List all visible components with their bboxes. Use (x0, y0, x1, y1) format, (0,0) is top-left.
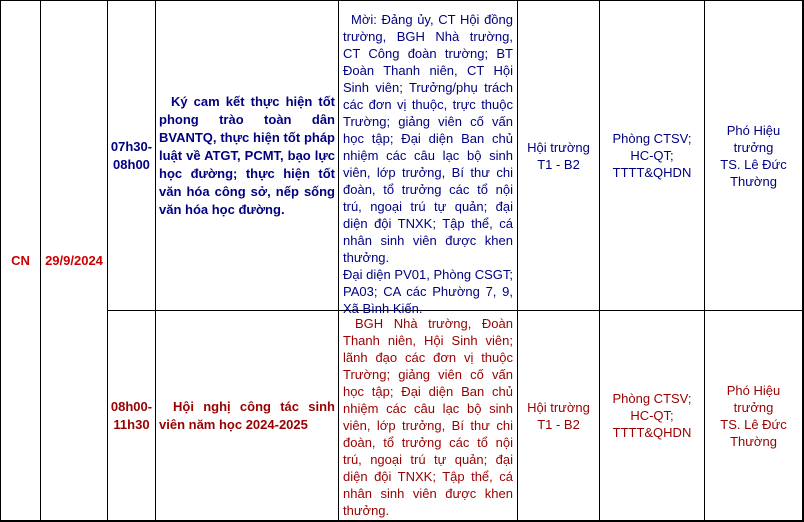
time-cell-2 (108, 311, 156, 521)
title-cell-1 (156, 1, 339, 311)
chair-cell-1 (705, 1, 803, 311)
date-label: 29/9/2024 (45, 253, 103, 268)
chair-2: Phó Hiệu trưởng TS. Lê Đức Thường (720, 382, 787, 449)
chair-1: Phó Hiệu trưởng TS. Lê Đức Thường (720, 122, 787, 189)
prep-1: Phòng CTSV; HC-QT; TTTT&QHDN (612, 131, 692, 180)
invitees-1-line-2: Đại diện PV01, Phòng CSGT; PA03; CA các Phường 7, 9, Xã Bình Kiến. (343, 267, 513, 316)
invitees-cell-2 (339, 311, 518, 521)
time-label-1: 07h30- 08h00 (110, 138, 153, 172)
prep-2: Phòng CTSV; HC-QT; TTTT&QHDN (612, 391, 692, 440)
invitees-1-line-1: Mời: Đảng ủy, CT Hội đồng trường, BGH Nhà trường, CT Công đoàn trường; BT Đoàn Thanh niên, CT Hội Sinh viên; Trưởng/phụ trách các đơn vị thuộc, trực thuộc Trường; giảng viên cố vấn học tập; Đại diện Ban chủ nhiệm các câu lạc bộ sinh viên, lớp trưởng, Bí thư chi đoàn, tổ trưởng các tổ nội trú, ngoại trú tự quản; đại diện đội TNXK; Tập thể, cá nhân sinh viên được khen thưởng. (343, 12, 513, 265)
event-title-1: Ký cam kết thực hiện tốt phong trào toàn dân BVANTQ, thực hiện tốt pháp luật về ATGT, PCMT, bạo lực học đường; thực hiện tốt văn hóa công sở, nếp sống văn hóa học đường. (159, 93, 335, 217)
prep-cell-2 (600, 311, 705, 521)
location-cell-2 (518, 311, 600, 521)
event-title-2: Hội nghị công tác sinh viên năm học 2024-2025 (159, 398, 335, 432)
day-cell (1, 1, 41, 521)
invitees-2-line-1: BGH Nhà trường, Đoàn Thanh niên, Hội Sinh viên; lãnh đạo các đơn vị thuộc Trường; giảng viên cố vấn học tập; Đại diện Ban chủ nhiệm các câu lạc bộ sinh viên, lớp trưởng, Bí thư chi đoàn, tổ trưởng các tổ nội trú, ngoại trú tự quản; đại diện đội TNXK; Tập thể, cá nhân sinh viên được khen thưởng. (343, 316, 513, 518)
time-label-2: 08h00- 11h30 (110, 398, 153, 432)
date-cell (41, 1, 108, 521)
day-label: CN (11, 253, 30, 268)
chair-cell-2 (705, 311, 803, 521)
location-1: Hội trường T1 - B2 (527, 139, 590, 172)
location-2: Hội trường T1 - B2 (527, 399, 590, 432)
invitees-1 (339, 1, 517, 317)
time-cell-1 (108, 1, 156, 311)
title-cell-2 (156, 311, 339, 521)
invitees-cell-1 (339, 1, 518, 316)
location-cell-1 (518, 1, 600, 311)
prep-cell-1 (600, 1, 705, 311)
invitees-2 (339, 311, 517, 519)
